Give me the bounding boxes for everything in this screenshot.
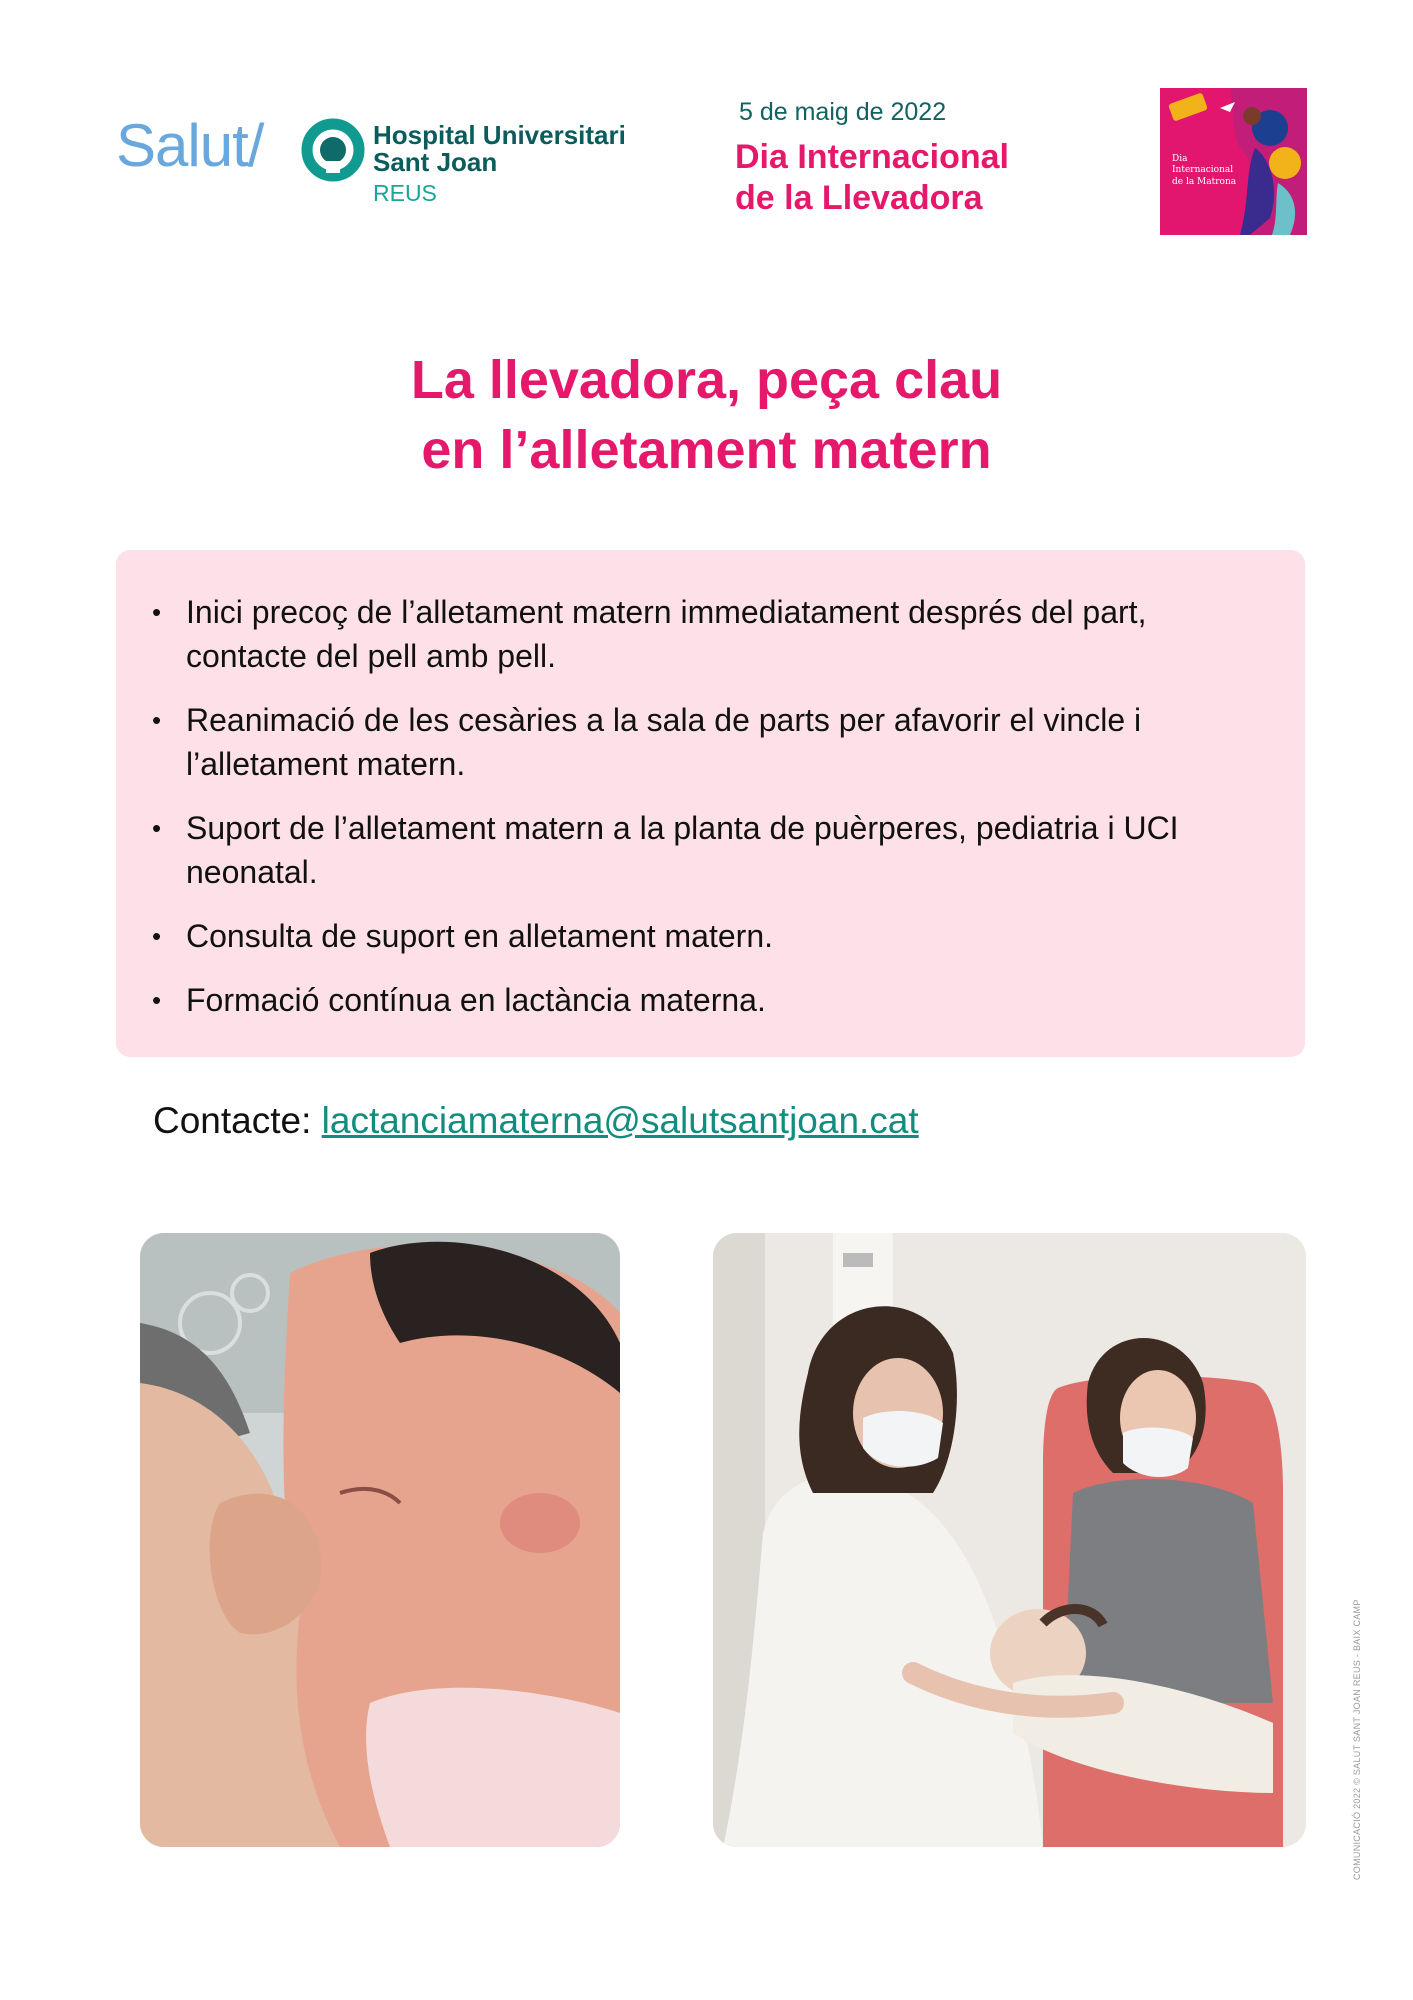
bullet-list: [116, 550, 1305, 1022]
baby-photo-illustration: [140, 1233, 620, 1847]
contact-label: Contacte:: [153, 1100, 312, 1141]
midwife-photo: [713, 1233, 1306, 1847]
hospital-name: [373, 122, 626, 205]
event-poster-image: [1160, 88, 1307, 235]
poster-caption-line2: Internacional: [1172, 165, 1234, 176]
list-item: • Consulta de suport en alletament matern.: [152, 914, 1265, 958]
list-item: • Inici precoç de l’alletament matern immediatament després del part, contacte del pell amb pell.: [152, 590, 1265, 678]
poster-caption-line1: Dia: [1172, 154, 1188, 164]
hospital-city: REUS: [373, 179, 437, 206]
poster-caption-line3: de la Matrona: [1172, 176, 1237, 187]
event-name: [735, 137, 1095, 219]
copyright-credit: COMUNICACIÓ 2022 © SALUT SANT JOAN REUS - BAIX CAMP: [1352, 1599, 1362, 1880]
page-title: [0, 345, 1413, 485]
page-title-line2: en l’alletament matern: [421, 420, 992, 480]
midwife-photo-illustration: [713, 1233, 1306, 1847]
baby-photo: [140, 1233, 620, 1847]
list-item: • Reanimació de les cesàries a la sala de parts per afavorir el vincle i l’alletament matern.: [152, 698, 1265, 786]
hospital-logo-icon: [300, 117, 366, 183]
list-item: • Formació contínua en lactància materna.: [152, 978, 1265, 1022]
salut-logo: Salut/: [116, 112, 264, 179]
contact-email-link[interactable]: lactanciamaterna@salutsantjoan.cat: [321, 1100, 919, 1141]
list-item: • Suport de l’alletament matern a la planta de puèrperes, pediatria i UCI neonatal.: [152, 806, 1265, 894]
contact-line: [153, 1100, 919, 1142]
info-box: [116, 550, 1305, 1057]
hospital-name-line2: Sant Joan: [373, 147, 498, 178]
event-name-line1: Dia Internacional: [735, 138, 1009, 176]
event-date: 5 de maig de 2022: [739, 98, 947, 126]
hospital-name-line1: Hospital Universitari: [373, 120, 626, 150]
poster-caption: [1172, 154, 1236, 188]
event-name-line2: de la Llevadora: [735, 178, 983, 217]
page-title-line1: La llevadora, peça clau: [410, 350, 1003, 410]
